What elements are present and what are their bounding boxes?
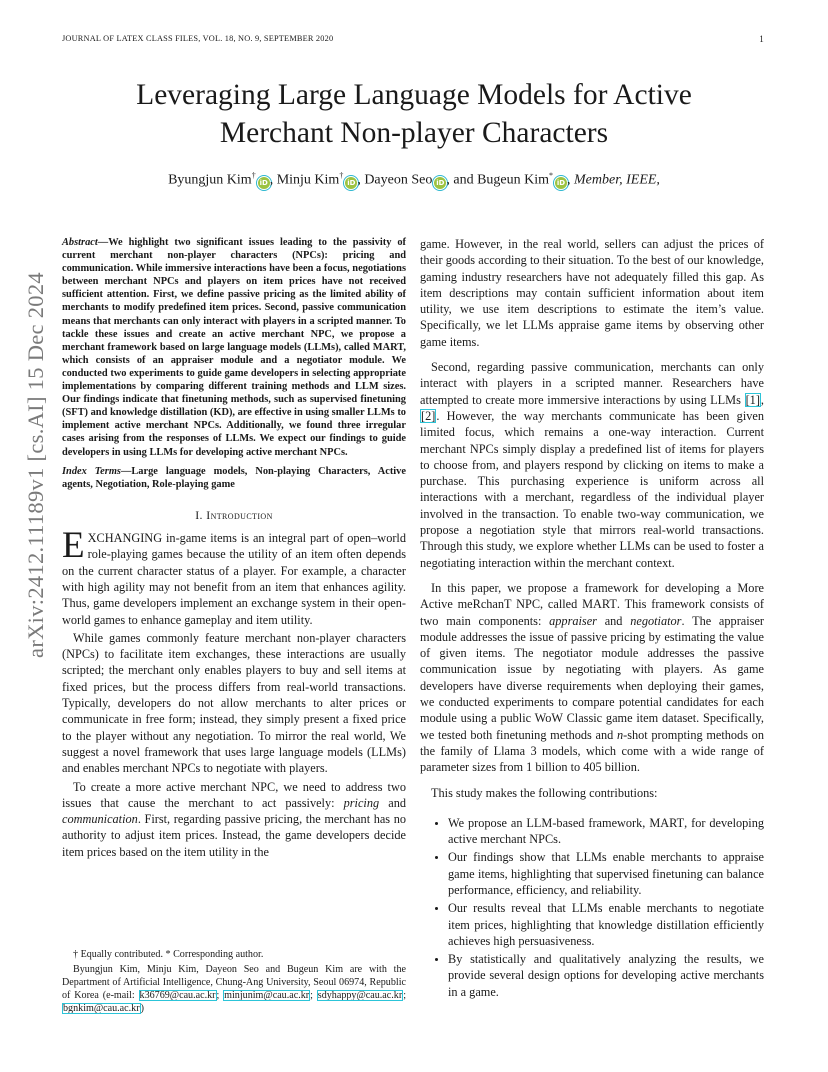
left-column <box>62 236 406 862</box>
index-terms-lead: Index Terms <box>62 465 121 477</box>
contribution-item: • Our results reveal that LLMs enable merchants to negotiate item prices, highlighting that knowledge distillation efficiently achieves high persuasiveness. <box>448 900 764 949</box>
page-number: 1 <box>759 34 764 44</box>
author-name: and Bugeun Kim <box>453 172 550 188</box>
framework-name: MART <box>582 597 617 612</box>
footnote-contrib: † Equally contributed. * Corresponding author. <box>73 949 264 960</box>
footnote-close: ) <box>140 1003 144 1014</box>
email-separator: ; <box>216 990 224 1001</box>
contribution-item: • By statistically and qualitatively analyzing the results, we provide several design options for developing active merchants in a game. <box>448 951 764 1000</box>
p3-text-a: To create a more active merchant NPC, we need to address two issues that cause the merchant to act passively: <box>62 779 406 810</box>
p5-text-a: Second, regarding passive communication, merchants can only interact with players in a scripted manner. Researchers have attempted to create more immersive interactions by using LLMs <box>420 360 764 407</box>
section-heading-introduction <box>62 507 406 523</box>
index-terms <box>62 465 406 491</box>
email-link[interactable]: k36769@cau.ac.kr <box>139 990 216 1001</box>
arxiv-identifier: arXiv:2412.11189v1 [cs.AI] 15 Dec 2024 <box>23 272 48 658</box>
author-name: Minju Kim <box>276 172 340 188</box>
corresponding-mark: * <box>549 171 554 180</box>
p3-text-b: and <box>379 795 406 810</box>
email-separator: ; <box>403 990 407 1001</box>
intro-paragraph-1 <box>62 525 406 628</box>
drop-cap: E <box>62 525 85 567</box>
term-pricing: pricing <box>343 795 380 810</box>
orcid-icon[interactable]: iD <box>436 178 445 187</box>
p3-text-c: . First, regarding passive pricing, the merchant has no authority to adjust item prices. Instead, the game developers decide item prices based on the item utility in the <box>62 812 406 859</box>
title-line-1: Leveraging Large Language Models for Active <box>136 79 692 111</box>
term-appraiser: appraiser <box>549 613 597 628</box>
index-terms-text: —Large language models, Non-playing Characters, Active agents, Negotiation, Role-playing game <box>62 465 406 490</box>
contribution-item <box>448 815 764 848</box>
citation-separator: , <box>760 392 764 407</box>
intro-paragraph-2: While games commonly feature merchant non-player characters (NPCs) to facilitate item exchanges, these interactions are usually scripted; the merchant only enables players to buy and sell items at fixed prices, but the process differs from real-world transactions. Typically, developers do not allow merchants to alter prices or communicate in free form; instead, they simply present a fixed price to the player without any negotiation. To mirror the real world, We suggest a novel framework that uses large language models (LLMs) and enables merchant NPCs to negotiate with players. <box>62 630 406 776</box>
arxiv-sidebar <box>6 272 66 658</box>
citation-link[interactable]: [1] <box>745 392 760 407</box>
author-name: Dayeon Seo <box>364 172 433 188</box>
affiliation-text: Byungjun Kim, Minju Kim, Dayeon Seo and Bugeun Kim are with the Department of Artificial Intelligence, Chung-Ang University, Seoul 06974, Republic of Korea (e-mail: <box>62 964 406 1001</box>
email-link[interactable]: minjunim@cau.ac.kr <box>224 990 310 1001</box>
orcid-icon[interactable]: iD <box>259 178 268 187</box>
p6-text-e: -shot prompting methods on the family of Llama 3 models, which come with a wide range of parameter sizes from 1 billion to 405 billion. <box>420 727 764 775</box>
p6-text-c: and <box>596 613 631 628</box>
equal-contrib-mark: † <box>251 171 256 180</box>
footnote <box>62 948 406 1015</box>
framework-name: MART <box>649 815 685 830</box>
p5-text-b: . However, the way merchants communicate has been given limited focus, which remains a one-way interaction. Current merchant NPCs simply display a predefined list of items for players to choose from, and players respond by clicking on items to make a purchase. This purchasing experience is uniform across all interactions with a merchant, regardless of the individual player involved in the transaction. To enable two-way communication, we propose a negotiation style that mirrors real-world transactions. Through this study, we explore whether LLMs can be used to foster a negotiating interaction within the merchant context. <box>420 408 764 570</box>
email-separator: ; <box>310 990 317 1001</box>
section-title: Introduction <box>206 507 273 522</box>
orcid-icon[interactable]: iD <box>556 178 566 187</box>
intro-paragraph-3 <box>62 779 406 860</box>
equal-contrib-mark: † <box>339 171 344 180</box>
abstract-lead: Abstract <box>62 237 98 248</box>
email-link[interactable]: sdyhappy@cau.ac.kr <box>317 990 403 1001</box>
contributions-list <box>420 815 764 1000</box>
author-list: Byungjun Kim†iD , Minju Kim†iD , Dayeon Seo iD , and Bugeun Kim*iD , Member, IEEE, <box>168 171 660 188</box>
p6-text-a: In this paper, we propose a framework for developing a More Active meRchanT NPC, called <box>420 580 764 612</box>
orcid-icon[interactable]: iD <box>347 178 356 187</box>
journal-header: JOURNAL OF LATEX CLASS FILES, VOL. 18, NO. 9, SEPTEMBER 2020 <box>62 34 334 43</box>
author-membership: Member, IEEE, <box>574 172 660 188</box>
intro-p1-text: XCHANGING in-game items is an integral part of open–world role-playing games because the utility of an item often depends on the current character status of a player. For example, a character with high agility may not benefit from an item that enhances agility. Thus, game developers implement an exchange system in their open-world games to enhance gameplay and item utility. <box>62 531 406 627</box>
intro-paragraph-4: game. However, in the real world, sellers can adjust the prices of their goods according to their situation. To the best of our knowledge, gaming industry researchers have not adequately filled this gap. As item descriptions may contain sufficient information about item utility, we use item descriptions to estimate the item’s value. Specifically, we let LLMs appraise game items by observing other game items. <box>420 237 764 349</box>
citation-link[interactable]: [2] <box>421 408 436 423</box>
author-name: Byungjun Kim <box>168 172 252 188</box>
running-header <box>62 34 766 48</box>
right-column <box>420 236 764 1002</box>
p6-text-b: . This framework consists of two main components: <box>420 597 764 628</box>
term-n: n <box>616 727 624 742</box>
term-negotiator: negotiator <box>630 613 682 628</box>
term-communication: communication <box>62 812 138 827</box>
contribution-text: We propose an LLM-based framework, <box>448 815 650 830</box>
paper-title <box>70 76 758 152</box>
title-line-2: Merchant Non-player Characters <box>219 117 609 149</box>
p6-text-d: . The appraiser module addresses the issue of passive pricing by estimating the value of given items. The negotiator module addresses the passive communication issue by negotiating with players. As game developers have diverse requirements when deploying their games, we conducted experiments to compare potential candidates for each module using a public WoW Classic game item dataset. Specifically, we tested both finetuning methods and <box>420 613 764 742</box>
footnote-affiliation <box>62 963 406 1015</box>
abstract-text: —We highlight two significant issues leading to the passivity of current merchant non-player characters (NPCs): pricing and communication. While immersive interactions have been a focus, negotiations between merchant NPCs and players on item prices have not received sufficient attention. First, we define passive pricing as the limited ability of merchants to modify predefined item prices. Second, passive communication means that merchants can only interact with players in a scripted manner. To tackle these issues and create an active merchant NPC, we propose a merchant framework based on large language models (LLMs), called MART, which consists of an appraiser module and a negotiator module. We conducted two experiments to guide game developers in selecting appropriate implementations by comparing different training methods and LLM sizes. Our findings indicate that finetuning methods, such as supervised finetuning (SFT) and knowledge distillation (KD), are effective in using smaller LLMs to implement active merchant NPCs. Additionally, we found three irregular cases arising from the responses of LLMs. We expect our findings to guide developers in using LLMs for developing active merchant NPCs. <box>62 237 406 458</box>
section-number: I. <box>195 507 203 522</box>
abstract <box>62 236 406 459</box>
intro-paragraph-5 <box>420 359 764 571</box>
contribution-text: , for developing active merchant NPCs. <box>448 815 765 847</box>
contribution-item: • Our findings show that LLMs enable merchants to appraise game items, highlighting that supervised finetuning can balance performance, efficiency, and reliability. <box>448 849 764 898</box>
intro-paragraph-6 <box>420 580 764 776</box>
intro-paragraph-7: This study makes the following contributions: <box>431 785 658 800</box>
email-link[interactable]: bgnkim@cau.ac.kr <box>63 1003 140 1014</box>
